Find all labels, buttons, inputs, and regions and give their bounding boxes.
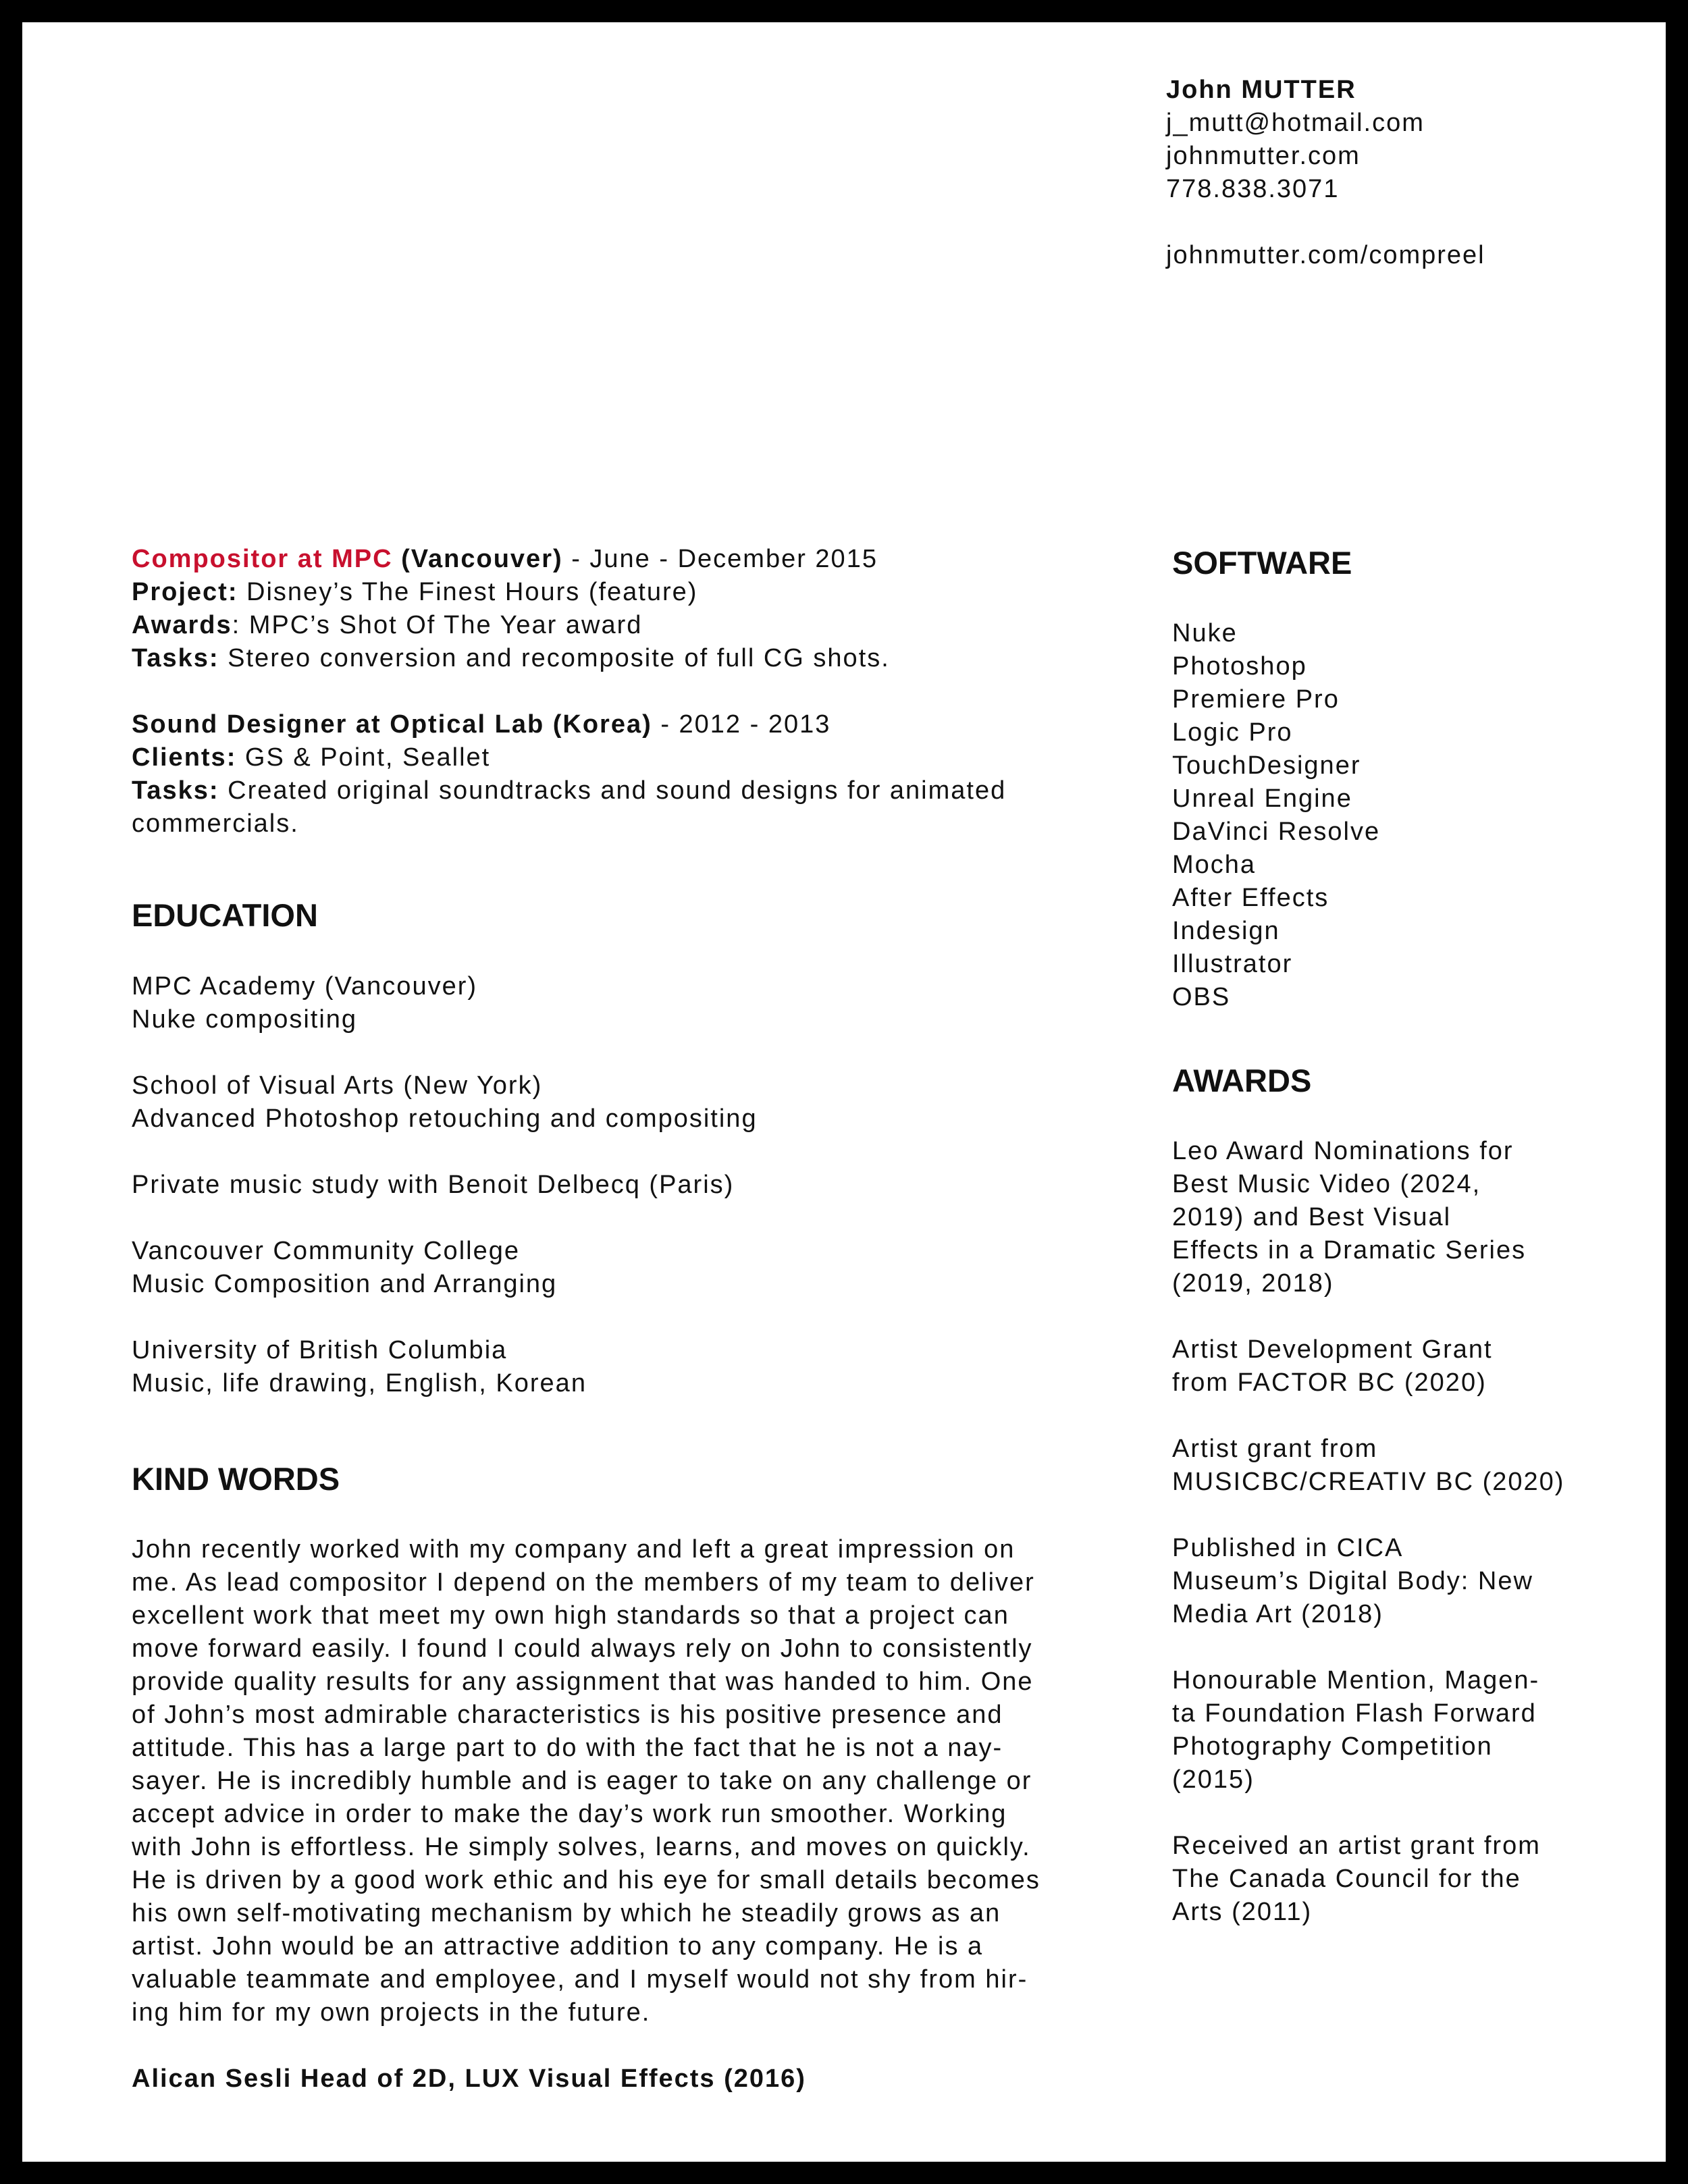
award-entry [1172, 1532, 1564, 1631]
resume-page [22, 22, 1666, 2162]
field-value: Created original soundtracks and sound designs for animated [219, 776, 1007, 805]
software-item: DaVinci Resolve [1172, 818, 1381, 846]
name: John MUTTER [1166, 76, 1356, 104]
education-line: Private music study with Benoit Delbecq (Paris) [132, 1171, 735, 1199]
testimonial-line: me. As lead compositor I depend on the members of my team to deliver [132, 1568, 1035, 1597]
experience-entry [132, 543, 1006, 675]
award-line: Media Art (2018) [1172, 1600, 1383, 1628]
award-line: ta Foundation Flash Forward [1172, 1699, 1537, 1728]
award-entry [1172, 1333, 1564, 1400]
kind-words-heading: KIND WORDS [132, 1461, 340, 1497]
software-item: After Effects [1172, 884, 1329, 912]
award-line: Museum’s Digital Body: New [1172, 1567, 1533, 1595]
field-label: Project: [132, 578, 238, 606]
testimonial-line: move forward easily. I found I could always rely on John to consistently [132, 1634, 1033, 1663]
job-role: Sound Designer at Optical Lab (Korea) [132, 710, 652, 739]
reel-link[interactable]: johnmutter.com/compreel [1166, 241, 1485, 269]
software-item: Premiere Pro [1172, 685, 1340, 714]
software-item: Unreal Engine [1172, 784, 1352, 813]
award-line: MUSICBC/CREATIV BC (2020) [1172, 1468, 1565, 1496]
education-line: Vancouver Community College [132, 1237, 520, 1265]
software-item: TouchDesigner [1172, 751, 1361, 780]
software-item: OBS [1172, 983, 1231, 1011]
award-entry [1172, 1135, 1564, 1300]
award-entry [1172, 1830, 1564, 1929]
email[interactable]: j_mutt@hotmail.com [1166, 109, 1425, 137]
award-line: The Canada Council for the [1172, 1865, 1521, 1893]
testimonial-line: attitude. This has a large part to do with the fact that he is not a nay- [132, 1734, 1003, 1762]
phone: 778.838.3071 [1166, 175, 1340, 203]
testimonial-line: artist. John would be an attractive addition to any company. He is a [132, 1932, 984, 1961]
kind-words-text [132, 1533, 1097, 2096]
award-line: Arts (2011) [1172, 1898, 1313, 1926]
website[interactable]: johnmutter.com [1166, 142, 1361, 170]
award-line: Photography Competition [1172, 1732, 1493, 1761]
software-item: Indesign [1172, 917, 1280, 945]
experience-entry [132, 708, 1006, 841]
education-line: MPC Academy (Vancouver) [132, 972, 478, 1001]
award-entry [1172, 1664, 1564, 1796]
job-location: (Vancouver) [392, 545, 563, 573]
field-value: commercials. [132, 809, 299, 838]
award-entry [1172, 1433, 1564, 1499]
software-item: Photoshop [1172, 652, 1307, 681]
software-item: Logic Pro [1172, 718, 1293, 747]
field-label: Tasks: [132, 644, 219, 672]
awards-heading: AWARDS [1172, 1063, 1312, 1098]
testimonial-line: ing him for my own projects in the future. [132, 1998, 651, 2027]
education-line: Advanced Photoshop retouching and compositing [132, 1104, 758, 1133]
education-heading: EDUCATION [132, 897, 318, 933]
education-line: Music, life drawing, English, Korean [132, 1369, 587, 1397]
award-line: (2015) [1172, 1765, 1255, 1794]
award-line: from FACTOR BC (2020) [1172, 1368, 1487, 1397]
software-item: Mocha [1172, 851, 1257, 879]
education-entry [132, 1235, 758, 1301]
education-line: Nuke compositing [132, 1005, 358, 1034]
award-line: Honourable Mention, Magen- [1172, 1666, 1540, 1695]
education-entry [132, 970, 758, 1036]
software-item: Illustrator [1172, 950, 1293, 978]
education-line: School of Visual Arts (New York) [132, 1071, 543, 1100]
award-line: Artist grant from [1172, 1435, 1378, 1463]
field-label: Awards [132, 611, 232, 639]
testimonial-line: of John’s most admirable characteristics is his positive presence and [132, 1701, 1003, 1729]
software-list [1172, 617, 1380, 1014]
field-label: Clients: [132, 743, 237, 772]
testimonial-line: John recently worked with my company and left a great impression on [132, 1535, 1016, 1564]
testimonial-line: valuable teammate and employee, and I myself would not shy from hir- [132, 1965, 1028, 1994]
job-role: Compositor at MPC [132, 545, 393, 573]
contact-header [1166, 74, 1485, 272]
award-line: Artist Development Grant [1172, 1335, 1493, 1364]
award-line: 2019) and Best Visual [1172, 1203, 1452, 1231]
award-line: Best Music Video (2024, [1172, 1170, 1481, 1198]
testimonial-line: accept advice in order to make the day’s work run smoother. Working [132, 1800, 1007, 1828]
job-dates: - June - December 2015 [562, 545, 878, 573]
education-entry [132, 1169, 758, 1202]
testimonial-attribution: Alican Sesli Head of 2D, LUX Visual Effects (2016) [132, 2065, 806, 2093]
education-entry [132, 1069, 758, 1136]
job-dates: - 2012 - 2013 [652, 710, 831, 739]
awards-list [1172, 1135, 1564, 1929]
field-label: Tasks: [132, 776, 219, 805]
software-heading: SOFTWARE [1172, 545, 1352, 581]
experience-section [132, 543, 1006, 841]
software-item: Nuke [1172, 619, 1238, 647]
award-line: (2019, 2018) [1172, 1269, 1334, 1298]
education-entry [132, 1334, 758, 1400]
testimonial-line: sayer. He is incredibly humble and is eager to take on any challenge or [132, 1767, 1032, 1795]
education-list [132, 970, 758, 1400]
field-value: : MPC’s Shot Of The Year award [232, 611, 643, 639]
testimonial-line: excellent work that meet my own high standards so that a project can [132, 1601, 1009, 1630]
award-line: Leo Award Nominations for [1172, 1137, 1514, 1165]
testimonial-line: his own self-motivating mechanism by which he steadily grows as an [132, 1899, 1001, 1927]
field-value: Stereo conversion and recomposite of full CG shots. [219, 644, 890, 672]
award-line: Published in CICA [1172, 1534, 1404, 1562]
field-value: Disney’s The Finest Hours (feature) [238, 578, 698, 606]
education-line: Music Composition and Arranging [132, 1270, 558, 1298]
testimonial-line: He is driven by a good work ethic and his eye for small details becomes [132, 1866, 1040, 1894]
testimonial-line: with John is effortless. He simply solves, learns, and moves on quickly. [132, 1833, 1031, 1861]
education-line: University of British Columbia [132, 1336, 508, 1364]
award-line: Received an artist grant from [1172, 1832, 1541, 1860]
award-line: Effects in a Dramatic Series [1172, 1236, 1527, 1264]
testimonial-line: provide quality results for any assignment that was handed to him. One [132, 1668, 1034, 1696]
field-value: GS & Point, Seallet [236, 743, 491, 772]
